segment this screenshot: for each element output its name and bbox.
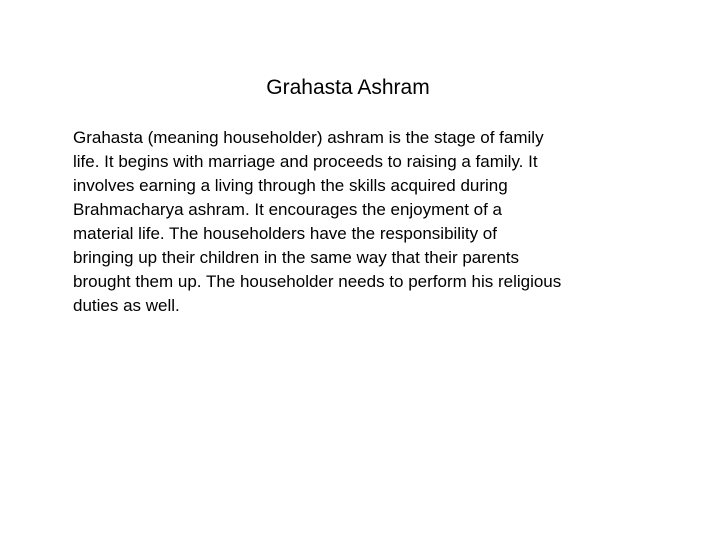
body-line: Grahasta (meaning householder) ashram is the stage of family: [73, 128, 544, 147]
slide-body-text: [73, 126, 673, 318]
body-line: duties as well.: [73, 296, 180, 315]
slide-title: Grahasta Ashram: [266, 76, 430, 99]
body-line: material life. The householders have the responsibility of: [73, 224, 497, 243]
body-line: involves earning a living through the skills acquired during: [73, 176, 508, 195]
body-line: brought them up. The householder needs to perform his religious: [73, 272, 562, 291]
body-line: Brahmacharya ashram. It encourages the enjoyment of a: [73, 200, 503, 219]
body-line: bringing up their children in the same way that their parents: [73, 248, 520, 267]
body-line: life. It begins with marriage and proceeds to raising a family. It: [73, 152, 538, 171]
